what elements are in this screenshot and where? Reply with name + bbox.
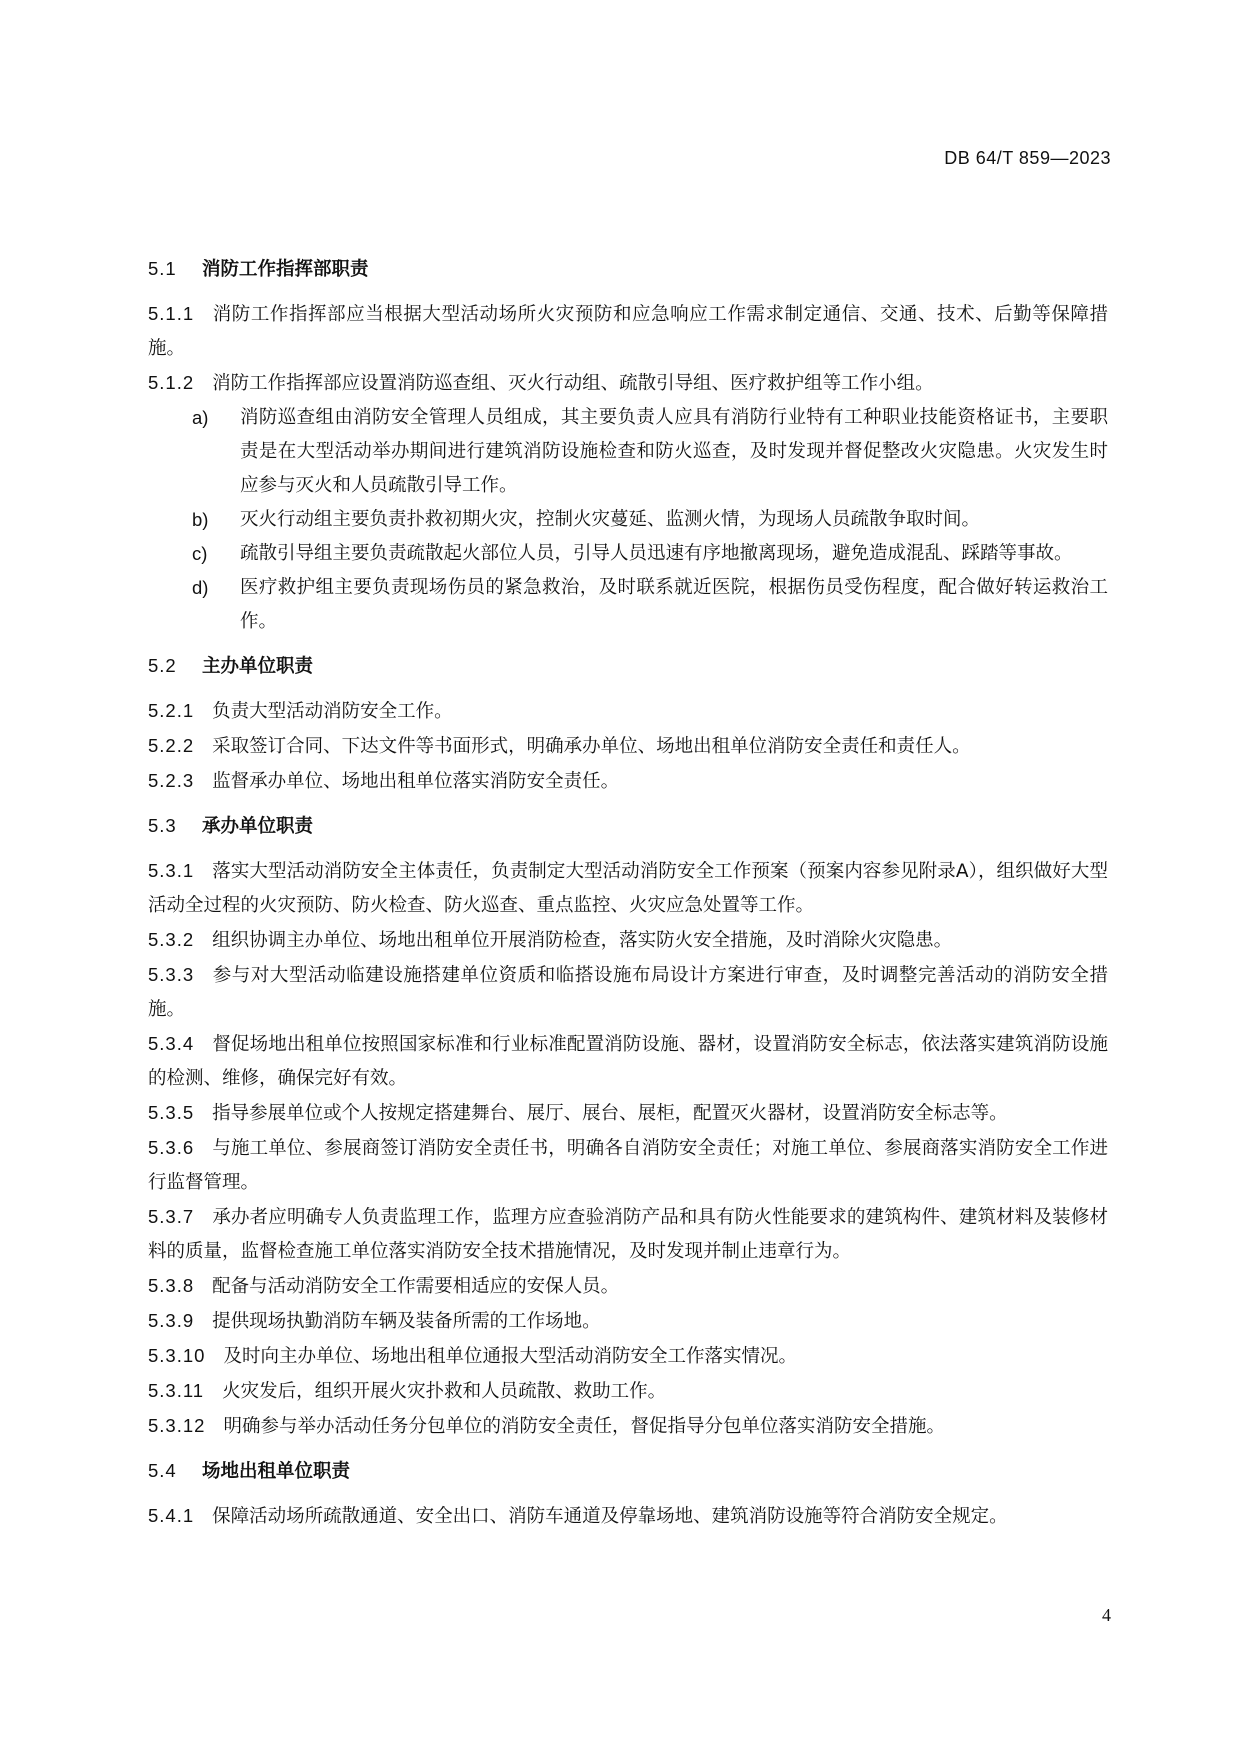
- clause-5-4-1: [148, 1499, 1108, 1534]
- list-item-a: [148, 401, 1108, 503]
- clause-text: 及时向主办单位、场地出租单位通报大型活动消防安全工作落实情况。: [223, 1346, 797, 1367]
- clause-5-3-8: [148, 1269, 1108, 1304]
- list-item-c: [148, 537, 1108, 571]
- document-code-header: DB 64/T 859—2023: [944, 148, 1111, 168]
- clause-number: 5.2.2: [148, 735, 195, 756]
- section-number: 5.1: [148, 258, 177, 279]
- clause-text: 指导参展单位或个人按规定搭建舞台、展厅、展台、展柜，配置灭火器材，设置消防安全标志等。: [212, 1103, 1008, 1124]
- list-item-text: 消防巡查组由消防安全管理人员组成，其主要负责人应具有消防行业特有工种职业技能资格证书，主要职责是在大型活动举办期间进行建筑消防设施检查和防火巡查，及时发现并督促整改火灾隐患。火灾发生时应参与灭火和人员疏散引导工作。: [240, 407, 1108, 496]
- list-item-text: 疏散引导组主要负责疏散起火部位人员，引导人员迅速有序地撤离现场，避免造成混乱、踩踏等事故。: [240, 543, 1073, 564]
- clause-number: 5.3.10: [148, 1345, 206, 1366]
- section-title: 消防工作指挥部职责: [202, 259, 369, 280]
- clause-5-3-1: [148, 854, 1108, 923]
- clause-text: 落实大型活动消防安全主体责任，负责制定大型活动消防安全工作预案（预案内容参见附录A），组织做好大型活动全过程的火灾预防、防火检查、防火巡查、重点监控、火灾应急处置等工作。: [148, 861, 1108, 916]
- clause-5-1-1: [148, 297, 1108, 366]
- clause-text: 组织协调主办单位、场地出租单位开展消防检查，落实防火安全措施，及时消除火灾隐患。: [212, 930, 953, 951]
- clause-text: 与施工单位、参展商签订消防安全责任书，明确各自消防安全责任；对施工单位、参展商落实消防安全工作进行监督管理。: [148, 1138, 1108, 1193]
- clause-5-3-5: [148, 1096, 1108, 1131]
- clause-number: 5.3.7: [148, 1206, 195, 1227]
- clause-5-3-2: [148, 923, 1108, 958]
- list-marker: b): [192, 509, 209, 530]
- section-title: 主办单位职责: [202, 656, 314, 677]
- clause-number: 5.3.11: [148, 1380, 205, 1401]
- clause-5-3-12: [148, 1409, 1108, 1444]
- clause-5-3-11: [148, 1374, 1108, 1409]
- section-heading-5-1: [148, 252, 1108, 287]
- clause-text: 保障活动场所疏散通道、安全出口、消防车通道及停靠场地、建筑消防设施等符合消防安全规定。: [212, 1506, 1008, 1527]
- page-number: 4: [1102, 1605, 1111, 1625]
- list-marker: a): [192, 407, 209, 428]
- clause-text: 督促场地出租单位按照国家标准和行业标准配置消防设施、器材，设置消防安全标志，依法落实建筑消防设施的检测、维修，确保完好有效。: [148, 1034, 1108, 1089]
- list-item-d: [148, 571, 1108, 639]
- clause-number: 5.3.1: [148, 860, 195, 881]
- clause-5-3-7: [148, 1200, 1108, 1269]
- clause-5-3-6: [148, 1131, 1108, 1200]
- clause-number: 5.4.1: [148, 1505, 195, 1526]
- clause-number: 5.3.6: [148, 1137, 195, 1158]
- clause-text: 提供现场执勤消防车辆及装备所需的工作场地。: [212, 1311, 601, 1332]
- clause-5-2-2: [148, 729, 1108, 764]
- section-number: 5.2: [148, 655, 177, 676]
- clause-text: 负责大型活动消防安全工作。: [212, 701, 453, 722]
- clause-number: 5.3.3: [148, 964, 195, 985]
- clause-text: 参与对大型活动临建设施搭建单位资质和临搭设施布局设计方案进行审查，及时调整完善活动的消防安全措施。: [148, 965, 1108, 1020]
- clause-5-3-3: [148, 958, 1108, 1027]
- clause-text: 承办者应明确专人负责监理工作，监理方应查验消防产品和具有防火性能要求的建筑构件、建筑材料及装修材料的质量，监督检查施工单位落实消防安全技术措施情况，及时发现并制止违章行为。: [148, 1207, 1108, 1262]
- clause-text: 明确参与举办活动任务分包单位的消防安全责任，督促指导分包单位落实消防安全措施。: [223, 1416, 945, 1437]
- clause-number: 5.3.5: [148, 1102, 195, 1123]
- section-number: 5.4: [148, 1460, 177, 1481]
- clause-text: 火灾发后，组织开展火灾扑救和人员疏散、救助工作。: [222, 1381, 667, 1402]
- clause-5-2-3: [148, 764, 1108, 799]
- clause-number: 5.3.2: [148, 929, 195, 950]
- clause-text: 采取签订合同、下达文件等书面形式，明确承办单位、场地出租单位消防安全责任和责任人。: [212, 736, 971, 757]
- document-body: [148, 252, 1108, 1534]
- clause-number: 5.1.2: [148, 372, 195, 393]
- clause-number: 5.3.12: [148, 1415, 206, 1436]
- list-marker: c): [192, 543, 208, 564]
- clause-text: 配备与活动消防安全工作需要相适应的安保人员。: [212, 1276, 620, 1297]
- clause-number: 5.3.4: [148, 1033, 195, 1054]
- clause-number: 5.1.1: [148, 303, 195, 324]
- clause-number: 5.2.3: [148, 770, 195, 791]
- clause-number: 5.3.9: [148, 1310, 195, 1331]
- clause-text: 消防工作指挥部应当根据大型活动场所火灾预防和应急响应工作需求制定通信、交通、技术、后勤等保障措施。: [148, 304, 1108, 359]
- clause-5-1-2: [148, 366, 1108, 401]
- clause-5-2-1: [148, 694, 1108, 729]
- list-item-b: [148, 503, 1108, 537]
- clause-number: 5.3.8: [148, 1275, 195, 1296]
- list-item-text: 医疗救护组主要负责现场伤员的紧急救治，及时联系就近医院，根据伤员受伤程度，配合做好转运救治工作。: [240, 577, 1108, 632]
- section-title: 场地出租单位职责: [202, 1461, 351, 1482]
- section-title: 承办单位职责: [202, 816, 314, 837]
- clause-5-3-4: [148, 1027, 1108, 1096]
- clause-text: 消防工作指挥部应设置消防巡查组、灭火行动组、疏散引导组、医疗救护组等工作小组。: [212, 373, 934, 394]
- list-item-text: 灭火行动组主要负责扑救初期火灾，控制火灾蔓延、监测火情，为现场人员疏散争取时间。: [240, 509, 981, 530]
- list-marker: d): [192, 577, 209, 598]
- clause-5-3-10: [148, 1339, 1108, 1374]
- section-heading-5-3: [148, 809, 1108, 844]
- clause-text: 监督承办单位、场地出租单位落实消防安全责任。: [212, 771, 620, 792]
- section-heading-5-2: [148, 649, 1108, 684]
- clause-number: 5.2.1: [148, 700, 195, 721]
- clause-5-3-9: [148, 1304, 1108, 1339]
- section-number: 5.3: [148, 815, 177, 836]
- section-heading-5-4: [148, 1454, 1108, 1489]
